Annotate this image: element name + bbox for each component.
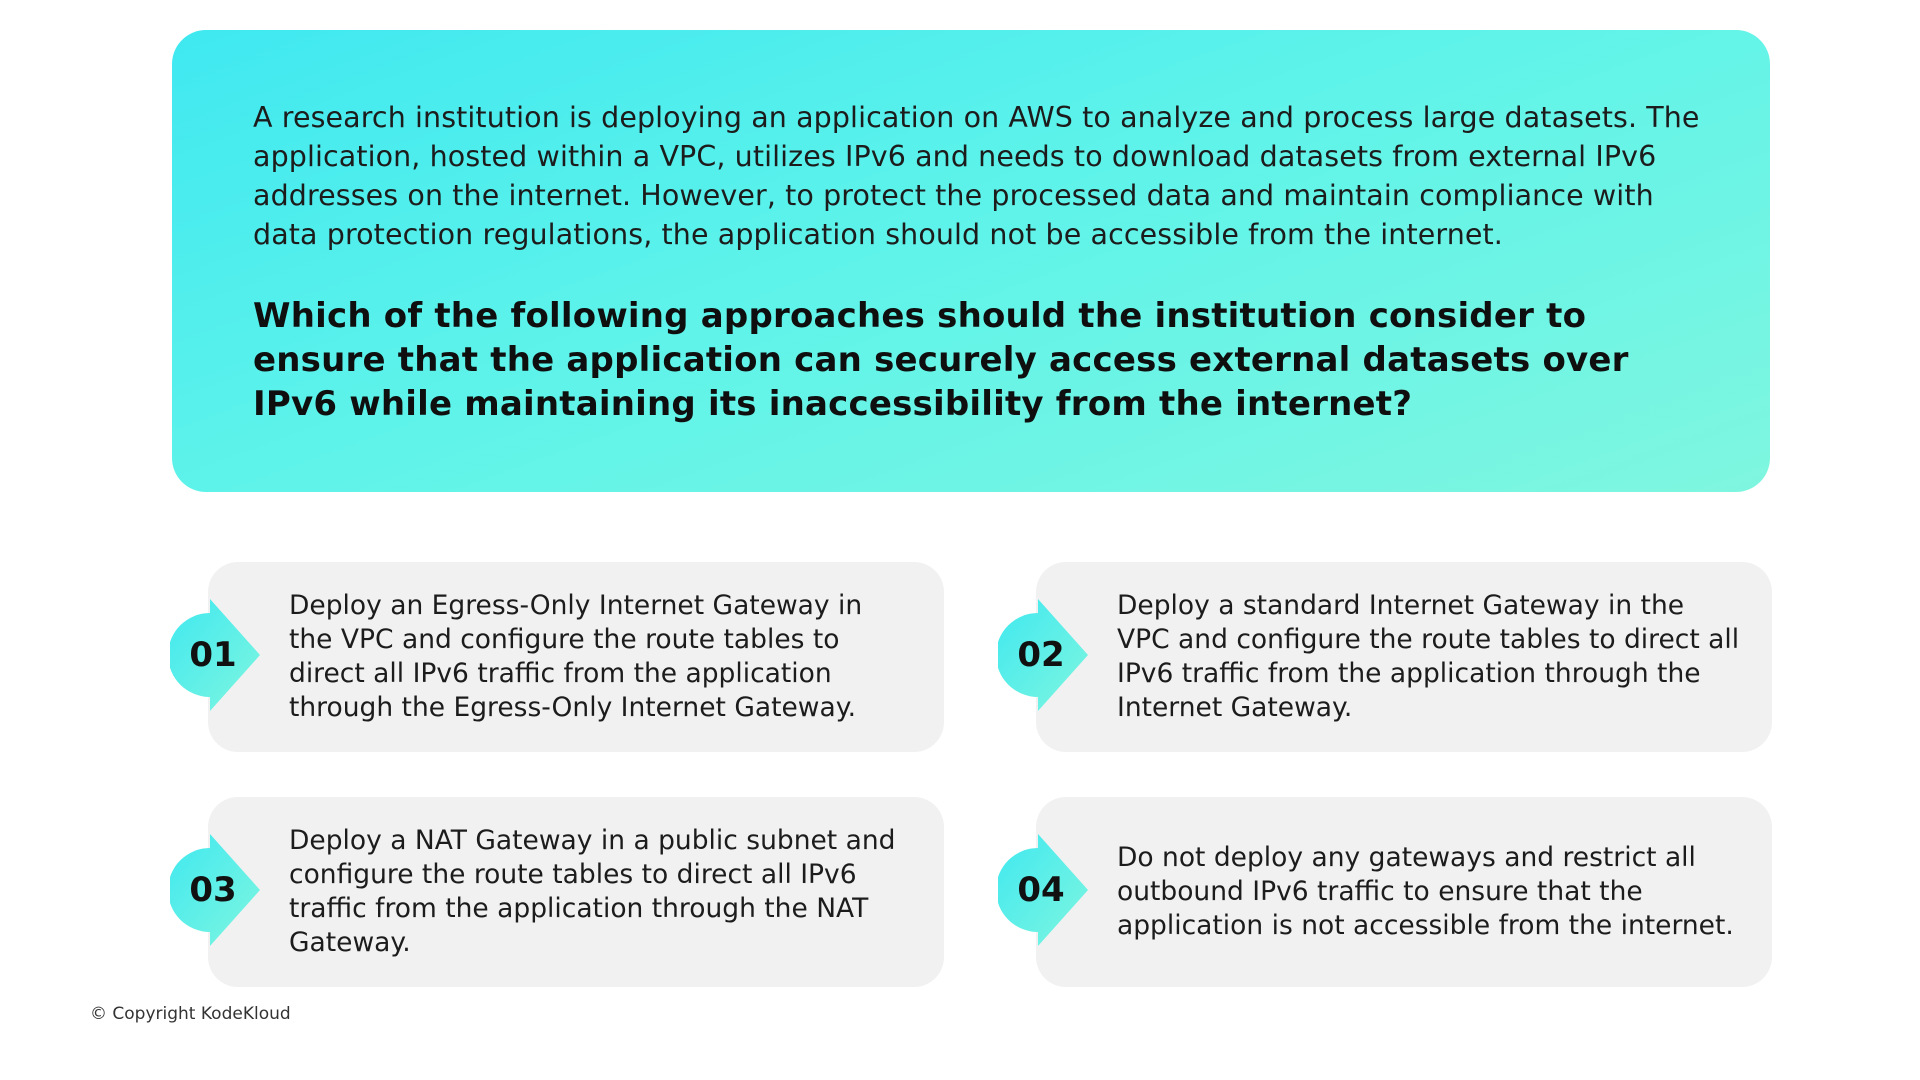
option-card-01[interactable]: [208, 562, 944, 752]
option-text: Deploy a NAT Gateway in a public subnet and configure the route tables to direct all IPv6 traffic from the application through the NAT Gateway.: [289, 825, 896, 958]
option-badge-02: [998, 599, 1094, 711]
option-card-02[interactable]: [1036, 562, 1772, 752]
option-badge-01: [170, 599, 266, 711]
option-number: 03: [189, 870, 237, 910]
option-number: 01: [189, 635, 237, 675]
option-text: Do not deploy any gateways and restrict all outbound IPv6 traffic to ensure that the application is not accessible from the internet.: [1117, 842, 1734, 941]
option-text: Deploy an Egress-Only Internet Gateway in the VPC and configure the route tables to direct all IPv6 traffic from the application through the Egress-Only Internet Gateway.: [289, 590, 863, 723]
copyright-footer: © Copyright KodeKloud: [90, 1004, 291, 1024]
option-badge-04: [998, 834, 1094, 946]
question-text: Which of the following approaches should the institution consider to ensure that the application can securely access external datasets over IPv6 while maintaining its inaccessibility from the internet?: [253, 296, 1629, 424]
option-badge-03: [170, 834, 266, 946]
option-text: Deploy a standard Internet Gateway in the VPC and configure the route tables to direct all IPv6 traffic from the application through the Internet Gateway.: [1117, 590, 1740, 723]
option-number: 04: [1017, 870, 1065, 910]
scenario-text: A research institution is deploying an application on AWS to analyze and process large datasets. The application, hosted within a VPC, utilizes IPv6 and needs to download datasets from external IPv6 addresses on the internet. However, to protect the processed data and maintain compliance with data protection regulations, the application should not be accessible from the internet.: [253, 101, 1700, 251]
option-card-03[interactable]: [208, 797, 944, 987]
question-card: [172, 30, 1770, 492]
option-number: 02: [1017, 635, 1065, 675]
option-card-04[interactable]: [1036, 797, 1772, 987]
